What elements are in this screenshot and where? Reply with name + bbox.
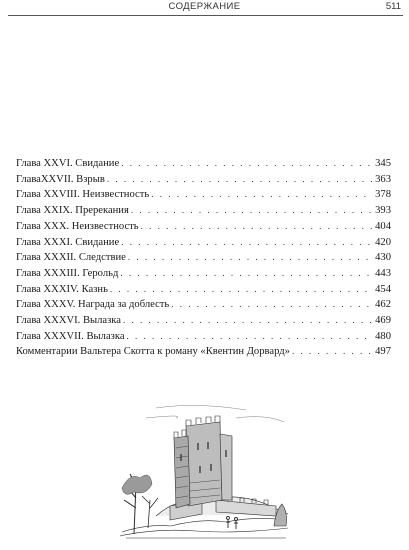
- toc-leader-dots: [141, 219, 373, 235]
- toc-entry-page: 404: [375, 220, 391, 232]
- toc-entry[interactable]: [16, 266, 391, 282]
- toc-entry-title: Глава XXXI. Свидание: [16, 236, 120, 248]
- toc-entry-page: 378: [375, 189, 391, 201]
- toc-entry-page: 443: [375, 267, 391, 279]
- toc-entry[interactable]: [16, 329, 391, 345]
- toc-leader-dots: [131, 203, 373, 219]
- toc-entry-page: 454: [375, 283, 391, 295]
- toc-leader-dots: [128, 250, 373, 266]
- toc-entry[interactable]: [16, 172, 391, 188]
- toc-leader-dots: [292, 344, 373, 360]
- toc-entry[interactable]: [16, 282, 391, 298]
- toc-entry-title: Глава XXXVI. Вылазка: [16, 315, 122, 327]
- toc-entry-page: 430: [375, 252, 391, 264]
- toc-leader-dots: [121, 235, 373, 251]
- toc-entry-page: 469: [375, 315, 391, 327]
- toc-entry[interactable]: [16, 344, 391, 360]
- toc-entry-title: Глава XXVI. Свидание: [16, 158, 120, 169]
- toc-leader-dots: [171, 297, 373, 313]
- toc-entry-title: Комментарии Вальтера Скотта к роману «Квентин Дорвард»: [16, 346, 290, 358]
- toc-leader-dots: [127, 329, 374, 345]
- toc-entry-page: 363: [375, 173, 391, 185]
- table-of-contents: [16, 156, 391, 360]
- toc-entry-title: Глава XXVIII. Неизвестность: [16, 189, 150, 201]
- toc-leader-dots: [121, 156, 373, 172]
- toc-entry-title: ГлаваXXVII. Взрыв: [16, 173, 105, 185]
- toc-entry-page: 462: [375, 299, 391, 311]
- toc-entry-title: Глава XXIX. Пререкания: [16, 205, 129, 217]
- toc-leader-dots: [120, 266, 373, 282]
- toc-entry-title: Глава XXXV. Награда за доблесть: [16, 299, 170, 311]
- toc-entry[interactable]: [16, 313, 391, 329]
- toc-entry[interactable]: [16, 235, 391, 251]
- running-header-title: СОДЕРЖАНИЕ: [168, 1, 241, 12]
- toc-entry-title: Глава XXX. Неизвестность: [16, 220, 139, 232]
- toc-entry[interactable]: [16, 250, 391, 266]
- toc-entry[interactable]: [16, 219, 391, 235]
- castle-engraving: [116, 388, 292, 540]
- toc-entry[interactable]: [16, 203, 391, 219]
- toc-entry[interactable]: [16, 297, 391, 313]
- toc-entry[interactable]: [16, 187, 391, 203]
- toc-entry-page: 480: [375, 330, 391, 342]
- toc-leader-dots: [107, 172, 373, 188]
- toc-entry[interactable]: [16, 156, 391, 172]
- toc-entry-page: 393: [375, 205, 391, 217]
- toc-entry-title: Глава XXXIV. Казнь: [16, 283, 108, 295]
- toc-leader-dots: [110, 282, 373, 298]
- toc-entry-title: Глава XXXIII. Герольд: [16, 267, 119, 279]
- toc-entry-title: Глава XXXVII. Вылазка: [16, 330, 125, 342]
- toc-entry-title: Глава XXXII. Следствие: [16, 252, 126, 264]
- toc-entry-page: 420: [375, 236, 391, 248]
- page-number: 511: [385, 1, 401, 12]
- toc-entry-page: 497: [375, 346, 391, 358]
- running-header: [0, 0, 409, 16]
- header-rule: [8, 15, 403, 16]
- toc-entry-page: 345: [375, 158, 391, 169]
- toc-leader-dots: [123, 313, 373, 329]
- toc-leader-dots: [151, 187, 373, 203]
